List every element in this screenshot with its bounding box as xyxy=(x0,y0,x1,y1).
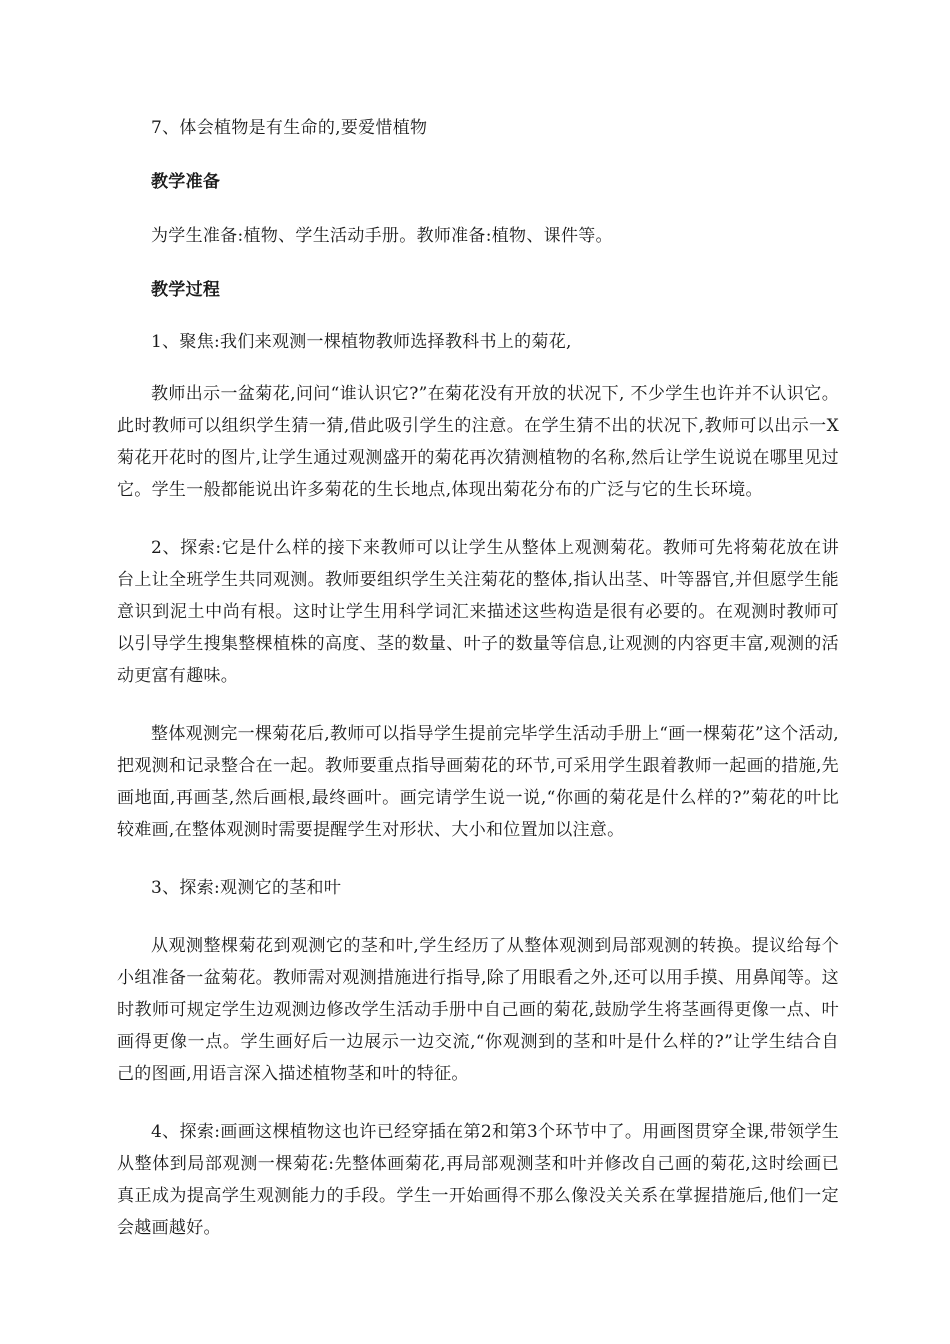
document-body xyxy=(117,112,839,1244)
step-1-paragraph: 教师出示一盆菊花,问问“谁认识它?”在菊花没有开放的状况下, 不少学生也许并不认识它。此时教师可以组织学生猜一猜,借此吸引学生的注意。在学生猜不出的状况下,教师可以出示一X菊花开花时的图片,让学生通过观测盛开的菊花再次猜测植物的名称,然后让学生说说在哪里见过它。学生一般都能说出许多菊花的生长地点,体现出菊花分布的广泛与它的生长环境。 xyxy=(117,384,839,500)
step-2-followup-paragraph: 整体观测完一棵菊花后,教师可以指导学生提前完毕学生活动手册上“画一棵菊花”这个活动,把观测和记录整合在一起。教师要重点指导画菊花的环节,可采用学生跟着教师一起画的措施,先画地面,再画茎,然后画根,最终画叶。画完请学生说一说,“你画的菊花是什么样的?”菊花的叶比较难画,在整体观测时需要提醒学生对形状、大小和位置加以注意。 xyxy=(117,724,839,840)
section-heading-preparation: 教学准备 xyxy=(151,172,221,192)
step-3-paragraph: 从观测整棵菊花到观测它的茎和叶,学生经历了从整体观测到局部观测的转换。提议给每个小组准备一盆菊花。教师需对观测措施进行指导,除了用眼看之外,还可以用手摸、用鼻闻等。这时教师可规定学生边观测边修改学生活动手册中自己画的菊花,鼓励学生将茎画得更像一点、叶画得更像一点。学生画好后一边展示一边交流,“你观测到的茎和叶是什么样的?”让学生结合自己的图画,用语言深入描述植物茎和叶的特征。 xyxy=(117,936,839,1084)
step-1-title: 1、聚焦:我们来观测一棵植物教师选择教科书上的菊花, xyxy=(151,332,572,352)
section-heading-process: 教学过程 xyxy=(151,280,221,300)
step-2-paragraph: 2、探索:它是什么样的接下来教师可以让学生从整体上观测菊花。教师可先将菊花放在讲台上让全班学生共同观测。教师要组织学生关注菊花的整体,指认出茎、叶等器官,并但愿学生能意识到泥土中尚有根。这时让学生用科学词汇来描述这些构造是很有必要的。在观测时教师可以引导学生搜集整棵植株的高度、茎的数量、叶子的数量等信息,让观测的内容更丰富,观测的活动更富有趣味。 xyxy=(117,538,839,686)
objective-item-7: 7、体会植物是有生命的,要爱惜植物 xyxy=(151,118,428,138)
step-3-title: 3、探索:观测它的茎和叶 xyxy=(151,878,342,898)
preparation-text: 为学生准备:植物、学生活动手册。教师准备:植物、课件等。 xyxy=(151,226,613,246)
step-4-paragraph: 4、探索:画画这棵植物这也许已经穿插在第2和第3个环节中了。用画图贯穿全课,带领学生从整体到局部观测一棵菊花:先整体画菊花,再局部观测茎和叶并修改自己画的菊花,这时绘画已真正成为提高学生观测能力的手段。学生一开始画得不那么像没关关系在掌握措施后,他们一定会越画越好。 xyxy=(117,1122,839,1238)
